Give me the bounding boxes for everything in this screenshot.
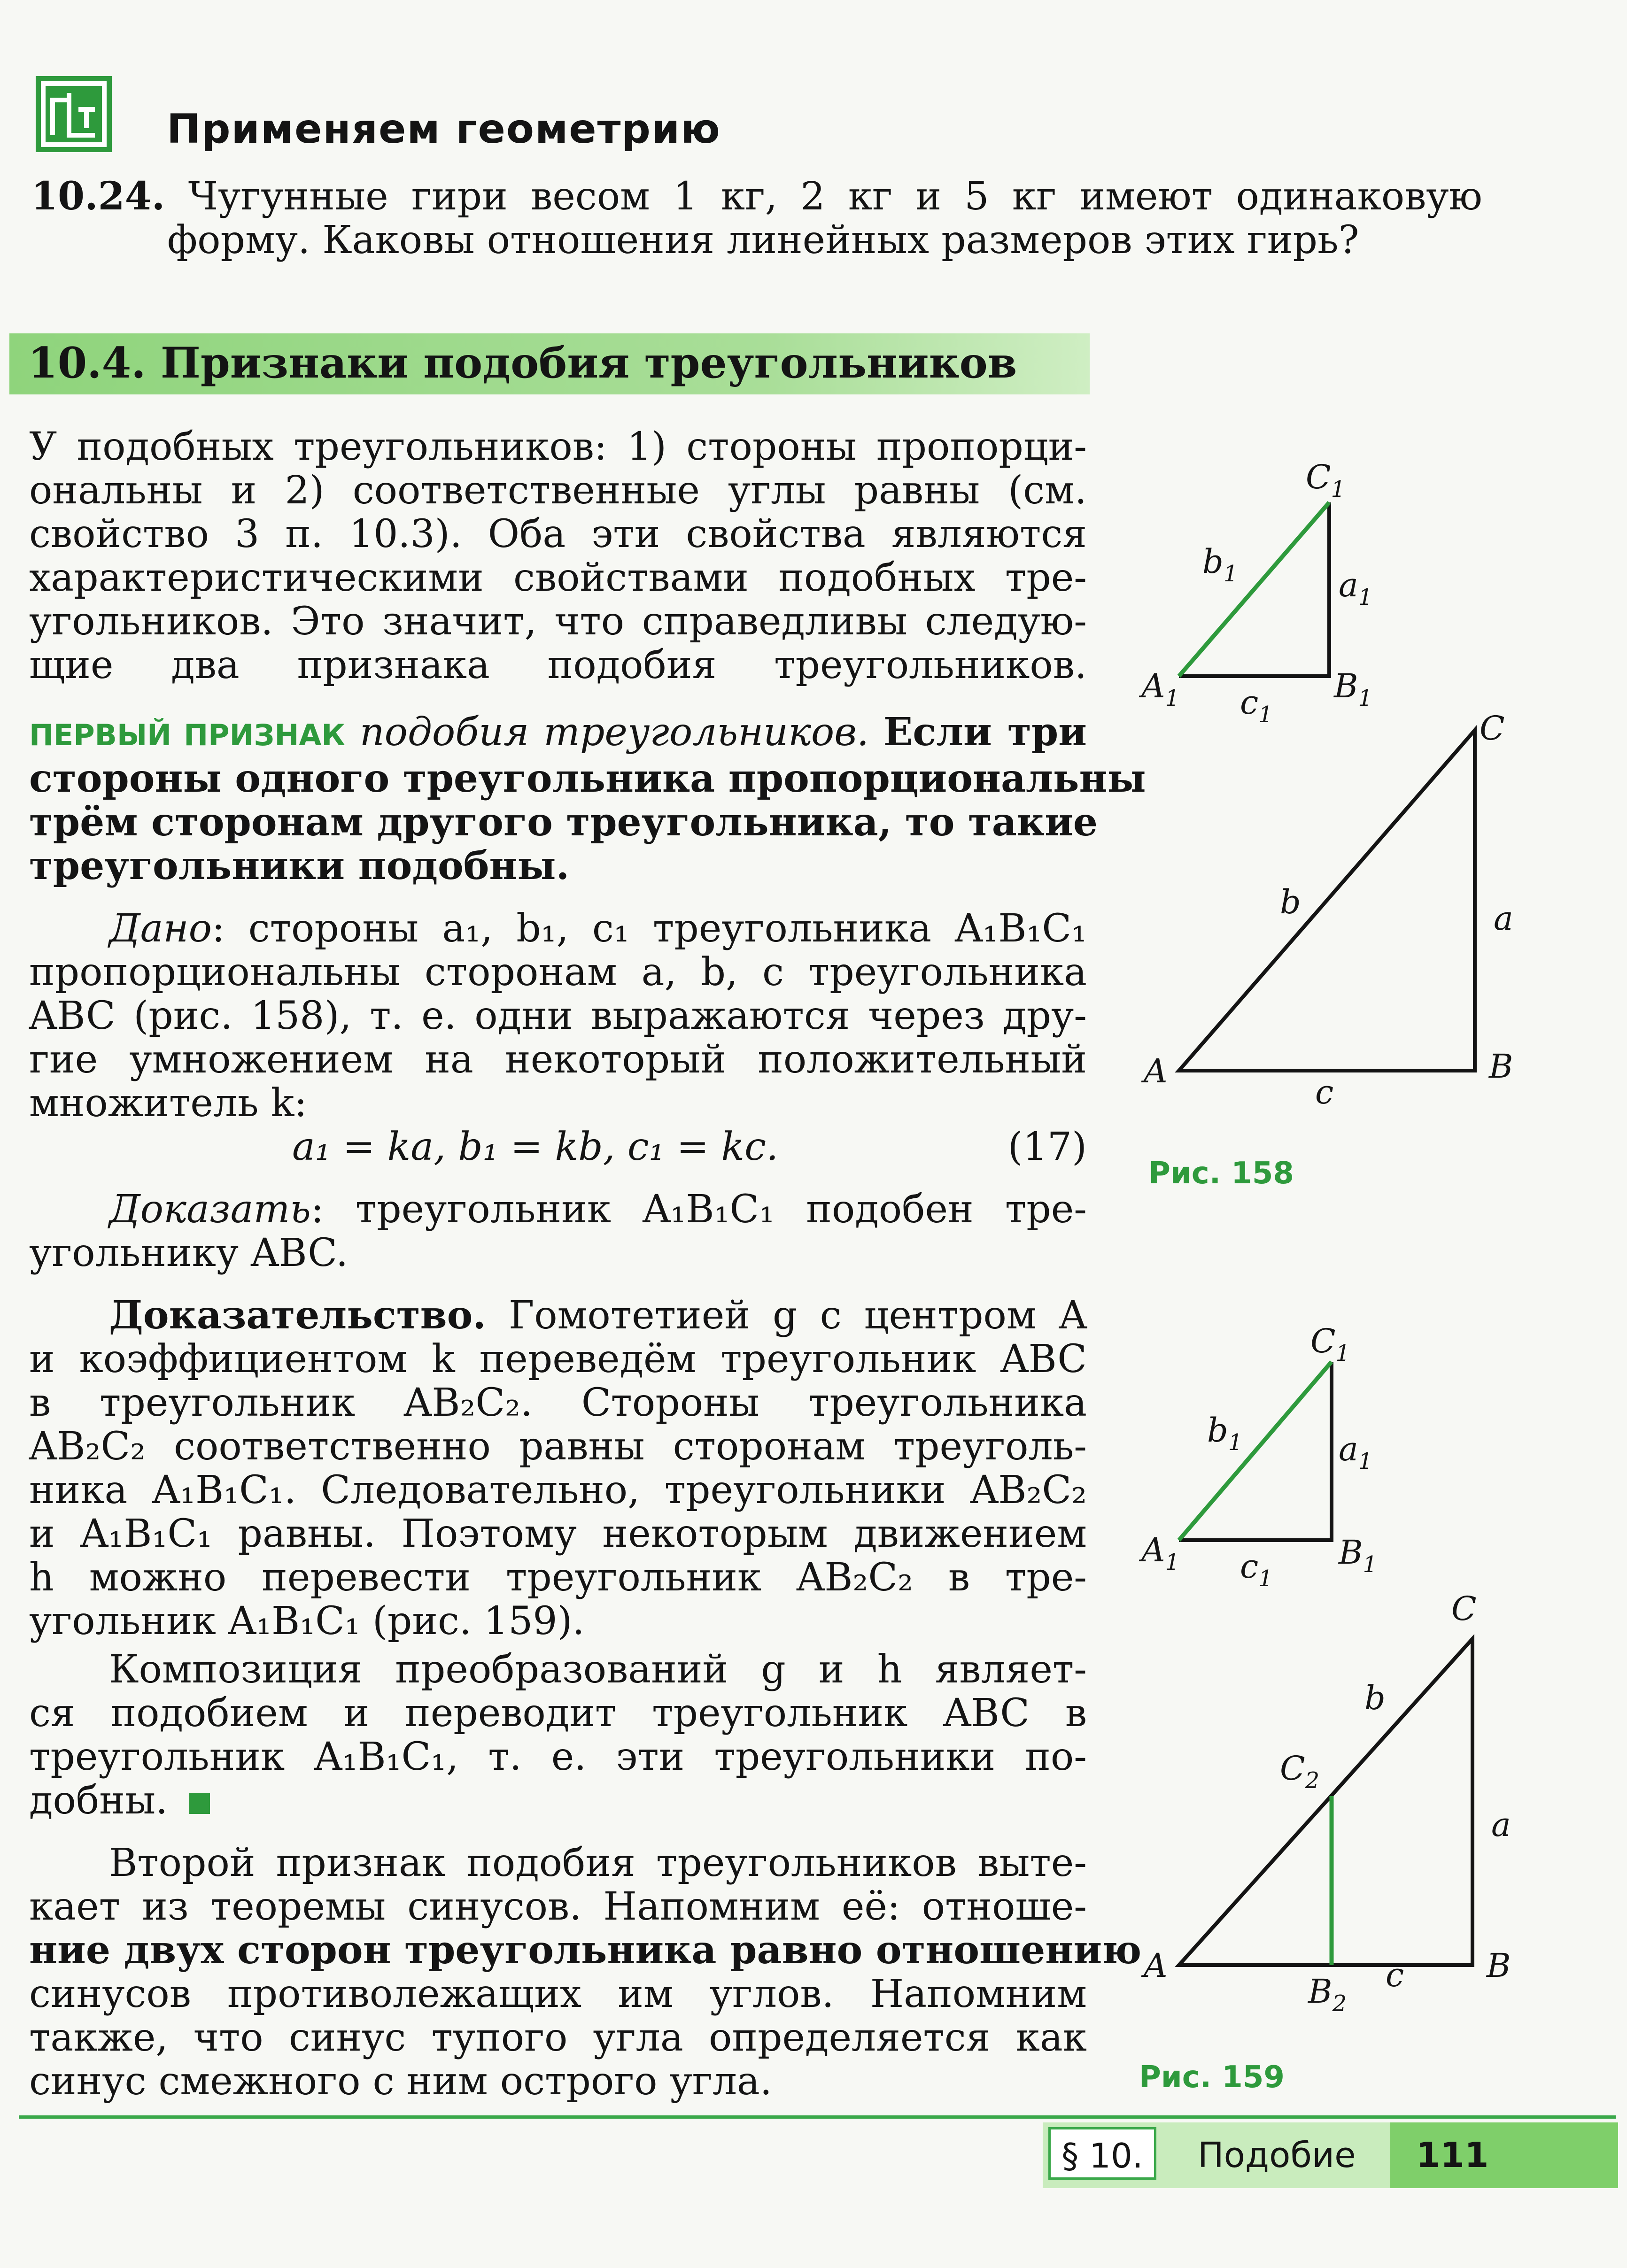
fig158-label-b: b xyxy=(1280,883,1301,921)
intro-line: свойство 3 п. 10.3). Оба эти свойства являются xyxy=(29,512,1087,556)
fig158-small-label-c: $C_1$ xyxy=(1306,458,1346,502)
fig159-label-A: A xyxy=(1144,1946,1168,1985)
fig159-small-label-C: $C_1$ xyxy=(1310,1322,1350,1366)
intro-paragraph xyxy=(29,425,1087,687)
proof-line: h можно перевести треугольник AB₂C₂ в тре- xyxy=(29,1555,1087,1600)
proof-line: AB₂C₂ соответственно равны сторонам треуголь- xyxy=(29,1424,1087,1469)
fig159-label-C: C xyxy=(1451,1589,1477,1628)
given-line: множитель k: xyxy=(29,1081,307,1126)
intro-line: У подобных треугольников: 1) стороны пропорци- xyxy=(29,424,1087,469)
fig158-small-label-cside: $c_1$ xyxy=(1240,683,1273,728)
theorem-name: подобия треугольников. xyxy=(359,710,869,755)
problem-number: 10.24. xyxy=(31,174,165,219)
given-line: гие умножением на некоторый положительный xyxy=(29,1037,1087,1082)
given-line: пропорциональны сторонам a, b, c треугольника xyxy=(29,950,1087,995)
section-logo-icon xyxy=(34,74,114,154)
footer-page-number: 111 xyxy=(1416,2135,1489,2175)
theorem-line: треугольники подобны. xyxy=(29,843,570,888)
intro-line: угольников. Это значит, что справедливы следую- xyxy=(29,599,1087,644)
theorem-line: стороны одного треугольника пропорциональны xyxy=(29,756,1146,801)
given-block xyxy=(29,907,1087,1169)
footer-section: § 10. xyxy=(1048,2127,1156,2180)
fig159-label-b: b xyxy=(1364,1679,1386,1717)
fig158-label-C: C xyxy=(1480,709,1505,748)
theorem-line: трём сторонам другого треугольника, то такие xyxy=(29,800,1098,845)
main-text-column xyxy=(29,424,1146,2104)
second-line: синус смежного с ним острого угла. xyxy=(29,2059,772,2104)
proof-label: Доказательство. xyxy=(109,1293,486,1338)
theorem-block xyxy=(29,710,1146,888)
fig158-caption: Рис. 158 xyxy=(1148,1156,1294,1191)
composition-line: Композиция преобразований g и h являет- xyxy=(109,1647,1087,1692)
fig159-small-label-cside: $c_1$ xyxy=(1240,1547,1273,1592)
intro-line: щие два признака подобия треугольников. xyxy=(29,643,1087,687)
proof-line: ника A₁B₁C₁. Следовательно, треугольники AB₂C₂ xyxy=(29,1468,1087,1512)
given-line: : стороны a₁, b₁, c₁ треугольника A₁B₁C₁ xyxy=(211,906,1087,951)
theorem-label: ПЕРВЫЙ ПРИЗНАК xyxy=(29,718,346,752)
intro-line: ональны и 2) соответственные углы равны (см. xyxy=(29,468,1087,513)
fig159-label-B: B xyxy=(1487,1946,1511,1985)
second-line: Второй признак подобия треугольников выте- xyxy=(109,1841,1087,1885)
given-label: Дано xyxy=(109,906,212,951)
prove-block xyxy=(29,1188,1087,1275)
fig158-small-label-B: $B_1$ xyxy=(1334,667,1372,711)
fig159-large-triangle xyxy=(1141,1589,1511,2017)
problem-line: форму. Каковы отношения линейных размеров этих гирь? xyxy=(167,218,1359,262)
intro-line: характеристическими свойствами подобных тре- xyxy=(29,555,1087,600)
fig159-label-B2: $B_2$ xyxy=(1308,1972,1347,2017)
figures-column xyxy=(1118,432,1616,2104)
proof-line: в треугольник AB₂C₂. Стороны треугольника xyxy=(29,1381,1087,1425)
fig159-small-label-b: $b_1$ xyxy=(1207,1411,1243,1456)
prove-line: : треугольник A₁B₁C₁ подобен тре- xyxy=(310,1187,1087,1232)
formula-17: a₁ = ka, b₁ = kb, c₁ = kc. xyxy=(292,1125,779,1169)
footer-rule xyxy=(19,2115,1616,2119)
fig158-label-c: c xyxy=(1315,1073,1334,1111)
composition-line: ся подобием и переводит треугольник ABC в xyxy=(29,1691,1087,1736)
proof-line: и коэффициентом k переведём треугольник ABC xyxy=(29,1337,1087,1381)
fig159-label-a: a xyxy=(1491,1805,1511,1844)
fig158-label-A: A xyxy=(1144,1052,1168,1090)
fig159-small-triangle xyxy=(1139,1322,1377,1592)
proof-line: угольник A₁B₁C₁ (рис. 159). xyxy=(29,1599,585,1643)
qed-icon xyxy=(189,1793,210,1814)
theorem-statement: Если три xyxy=(883,710,1087,755)
second-line: кает из теоремы синусов. Напомним её: отноше- xyxy=(29,1884,1087,1929)
fig159-small-label-A: $A_1$ xyxy=(1141,1531,1180,1575)
proof-line: Гомотетией g с центром A xyxy=(486,1293,1087,1338)
fig159-caption: Рис. 159 xyxy=(1139,2060,1285,2095)
fig158-label-a: a xyxy=(1494,899,1513,938)
fig158-small-label-a: $a_1$ xyxy=(1339,566,1373,610)
prove-line: угольнику ABC. xyxy=(29,1231,349,1275)
fig159-label-C2: $C_2$ xyxy=(1280,1749,1320,1794)
fig158-label-B: B xyxy=(1489,1047,1513,1086)
section-heading: 10.4. Признаки подобия треугольников xyxy=(28,338,1017,388)
fig158-small-label-A: $A_1$ xyxy=(1141,667,1180,711)
fig159-small-label-a: $a_1$ xyxy=(1339,1430,1373,1474)
fig158-small-triangle xyxy=(1139,458,1372,728)
fig159-small-label-B: $B_1$ xyxy=(1339,1533,1377,1578)
prove-label: Доказать xyxy=(109,1187,311,1232)
fig159-label-c: c xyxy=(1386,1956,1404,1994)
second-criterion-paragraph xyxy=(29,1841,1142,2104)
proof-line: и A₁B₁C₁ равны. Поэтому некоторым движением xyxy=(29,1512,1087,1556)
composition-line: добны. xyxy=(29,1778,168,1823)
proof-block xyxy=(29,1294,1087,1822)
given-line: ABC (рис. 158), т. е. одни выражаются через дру- xyxy=(29,994,1087,1038)
problem-line: Чугунные гири весом 1 кг, 2 кг и 5 кг имеют одинаковую xyxy=(188,174,1482,219)
second-line: также, что синус тупого угла определяется как xyxy=(29,2015,1087,2060)
problem-10-24 xyxy=(31,175,1482,262)
fig158-large-triangle xyxy=(1141,709,1513,1111)
fig158-small-label-b: $b_1$ xyxy=(1202,542,1238,587)
second-line: ние двух сторон треугольника равно отношению xyxy=(29,1928,1142,1973)
second-line: синусов противолежащих им углов. Напомним xyxy=(29,1972,1087,2016)
composition-line: треугольник A₁B₁C₁, т. е. эти треугольники по- xyxy=(29,1735,1087,1779)
footer-chapter: Подобие xyxy=(1198,2135,1356,2175)
formula-number: (17) xyxy=(1007,1125,1087,1169)
section-title: Применяем геометрию xyxy=(167,106,721,153)
